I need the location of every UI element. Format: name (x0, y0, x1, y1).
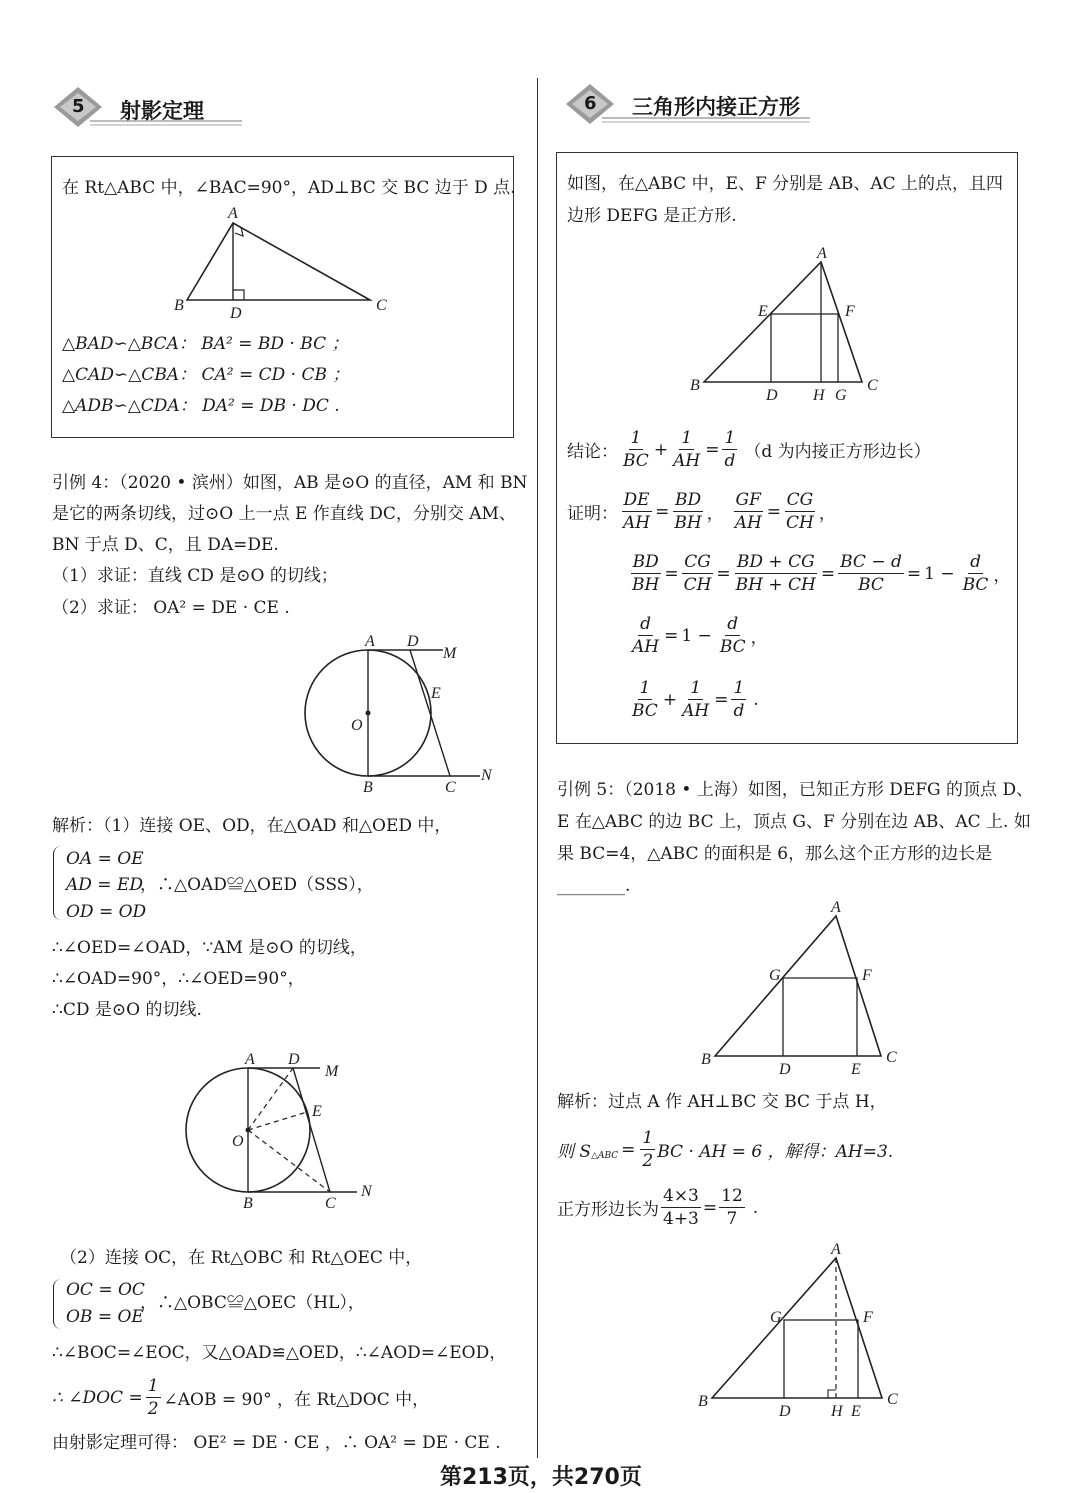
svg-text:F: F (845, 303, 855, 320)
circle-tangent-figure-1 (295, 630, 505, 800)
page-footer: 第213页，共270页 (440, 1465, 642, 1490)
svg-text:B: B (701, 1051, 711, 1068)
svg-text:G: G (769, 967, 781, 984)
section5-title: 射影定理 (120, 99, 204, 123)
box5-intro: 在 Rt△ABC 中，∠BAC=90°，AD⊥BC 交 BC 边于 D 点. (62, 178, 516, 198)
svg-text:A: A (831, 1241, 841, 1258)
section6-number: 6 (584, 93, 597, 114)
solution4-s6: ∴∠BOC=∠EOC，又△OAD≌△OED，∴∠AOD=∠EOD， (52, 1343, 507, 1363)
svg-text:E: E (431, 685, 441, 702)
svg-text:N: N (361, 1183, 372, 1200)
svg-text:E: E (851, 1061, 861, 1078)
svg-text:F: F (862, 967, 872, 984)
example5-line1: 引例 5：（2018 • 上海）如图，已知正方形 DEFG 的顶点 D、 (557, 780, 1034, 800)
svg-text:C: C (325, 1195, 336, 1212)
svg-text:A: A (817, 245, 827, 262)
example4-q2: （2）求证： OA² = DE · CE . (52, 598, 290, 618)
svg-text:B: B (690, 377, 700, 394)
proof-line-4: $\frac{1}{BC}$ + $\frac{1}{AH}$ = $\frac{1}{d}$ . (632, 678, 759, 721)
svg-text:C: C (886, 1049, 897, 1066)
circle-tangent-figure-2 (175, 1050, 385, 1215)
svg-text:A: A (831, 899, 841, 916)
sys1-c: OD = OD (66, 902, 147, 922)
solution5-s3: 正方形边长为 $\frac{4\times 3}{4+3}$ = $\frac{12}{7}$ . (557, 1186, 759, 1229)
svg-text:N: N (481, 767, 492, 784)
svg-text:E: E (758, 303, 768, 320)
example5-line3: 果 BC=4，△ABC 的面积是 6，那么这个正方形的边长是 (557, 844, 993, 864)
section5-number: 5 (72, 96, 85, 117)
svg-text:D: D (407, 633, 419, 650)
fig5-label-B: B (174, 297, 184, 314)
box6-intro2: 边形 DEFG 是正方形. (567, 206, 737, 226)
proof-line-3: $\frac{d}{AH}$ = 1 − $\frac{d}{BC}$ ， (632, 614, 768, 657)
right-triangle-figure (160, 200, 400, 320)
svg-text:M: M (325, 1063, 339, 1080)
sys1-result: ，∴△OAD≌△OED（SSS）， (140, 875, 374, 895)
svg-text:D: D (288, 1051, 300, 1068)
relation-2: △CAD∽△CBA： CA² = CD · CB ； (62, 365, 350, 385)
sys2-result: ，∴△OBC≌△OEC（HL）， (140, 1293, 365, 1313)
solution5-s1: 解析：过点 A 作 AH⊥BC 交 BC 于点 H， (557, 1092, 887, 1112)
svg-text:B: B (363, 779, 373, 796)
sys2-a: OC = OC (66, 1280, 145, 1300)
svg-text:D: D (779, 1403, 791, 1420)
relation-1: △BAD∽△BCA： BA² = BD · BC ； (62, 334, 349, 354)
solution4-s3: ∴∠OAD=90°，∴∠OED=90°， (52, 969, 305, 989)
solution4-s7: ∴ ∠DOC = $\frac{1}{2}$ ∠AOB = 90° ，在 Rt△DOC 中， (52, 1376, 430, 1419)
solution4-s5: （2）连接 OC，在 Rt△OBC 和 Rt△OEC 中， (60, 1248, 423, 1268)
svg-text:C: C (887, 1391, 898, 1408)
solution4-s1: 解析：（1）连接 OE、OD，在△OAD 和△OED 中， (52, 816, 452, 836)
svg-text:C: C (867, 377, 878, 394)
solution4-s2: ∴∠OED=∠OAD，∵AM 是⊙O 的切线， (52, 938, 367, 958)
example5-line2: E 在△ABC 的边 BC 上，顶点 G、F 分别在边 AB、AC 上. 如 (557, 812, 1031, 832)
svg-text:F: F (863, 1309, 873, 1326)
svg-text:D: D (779, 1061, 791, 1078)
brace-1 (53, 846, 64, 920)
svg-text:H: H (831, 1403, 843, 1420)
example5-solution-figure (690, 1238, 910, 1423)
solution4-s4: ∴CD 是⊙O 的切线. (52, 1000, 202, 1020)
column-divider (537, 78, 538, 1458)
box6-intro1: 如图，在△ABC 中，E、F 分别是 AB、AC 上的点，且四 (567, 174, 1004, 194)
sys1-a: OA = OE (66, 849, 144, 869)
sys1-b: AD = ED (66, 875, 143, 895)
svg-text:B: B (698, 1393, 708, 1410)
relation-3: △ADB∽△CDA： DA² = DB · DC . (62, 396, 340, 416)
example5-blank: ________. (557, 876, 631, 896)
svg-text:H: H (813, 387, 825, 404)
fig5-label-C: C (376, 297, 387, 314)
sys2-b: OB = OE (66, 1307, 144, 1327)
example4-line1: 引例 4：（2020 • 滨州）如图，AB 是⊙O 的直径，AM 和 BN (52, 473, 528, 493)
svg-text:O: O (232, 1133, 244, 1150)
proof-line-2: $\frac{BD}{BH}$ = $\frac{CG}{CH}$ = $\frac{BD + CG}{BH + CH}$ = $\frac{BC - d}{BC}$ = 1 − $\frac{d}{BC}$ ， (632, 552, 1011, 595)
svg-text:D: D (766, 387, 778, 404)
proof-line-1: 证明： $\frac{DE}{AH}$ = $\frac{BD}{BH}$ ， $\frac{GF}{AH}$ = $\frac{CG}{CH}$ ， (567, 490, 836, 533)
example4-q1: （1）求证：直线 CD 是⊙O 的切线； (52, 566, 338, 586)
svg-text:C: C (445, 779, 456, 796)
inscribed-square-figure (680, 240, 890, 405)
example5-figure (695, 898, 910, 1078)
solution5-s2: 则 S △ABC = $\frac{1}{2}$ BC · AH = 6 ，解得：AH=3. (557, 1128, 894, 1171)
section6-header (562, 82, 812, 127)
svg-text:O: O (351, 717, 363, 734)
solution4-s8: 由射影定理可得： OE² = DE · CE ，∴ OA² = DE · CE . (52, 1433, 501, 1453)
svg-text:G: G (770, 1309, 782, 1326)
svg-text:A: A (245, 1051, 255, 1068)
example4-line2: 是它的两条切线，过⊙O 上一点 E 作直线 DC，分别交 AM、 (52, 504, 516, 524)
section5-header (50, 85, 245, 130)
brace-2 (53, 1279, 64, 1329)
svg-text:A: A (365, 633, 375, 650)
svg-text:B: B (243, 1195, 253, 1212)
section6-title: 三角形内接正方形 (632, 95, 800, 119)
fig5-label-A: A (228, 205, 238, 222)
fig5-label-D: D (230, 305, 242, 320)
conclusion-line: 结论： $\frac{1}{BC}$ + $\frac{1}{AH}$ = $\frac{1}{d}$ （d 为内接正方形边长） (567, 428, 931, 471)
svg-text:G: G (835, 387, 847, 404)
example4-line3: BN 于点 D、C，且 DA=DE. (52, 535, 279, 555)
svg-text:M: M (443, 645, 457, 662)
svg-text:E: E (851, 1403, 861, 1420)
svg-text:E: E (312, 1103, 322, 1120)
